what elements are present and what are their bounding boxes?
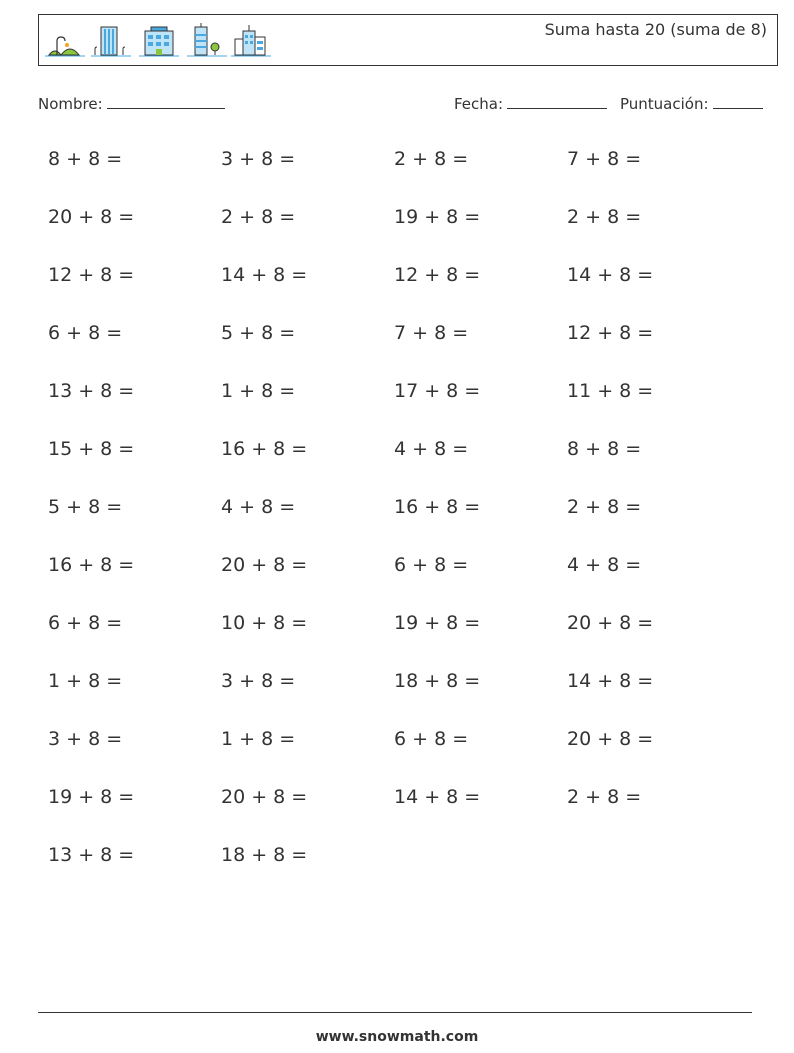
problem-r2-c3: 19 + 8 = [394,206,481,228]
problem-r5-c1: 13 + 8 = [48,380,135,402]
date-blank[interactable] [507,94,607,109]
office-building-icon [139,21,179,61]
problem-r5-c3: 17 + 8 = [394,380,481,402]
problem-r9-c1: 6 + 8 = [48,612,123,634]
header-box [38,14,778,66]
worksheet-title: Suma hasta 20 (suma de 8) [544,20,767,39]
problem-r8-c2: 20 + 8 = [221,554,308,576]
skyscraper-icon [187,21,227,61]
city-buildings-icon [231,21,271,61]
problem-r9-c2: 10 + 8 = [221,612,308,634]
problem-r2-c4: 2 + 8 = [567,206,642,228]
problem-r6-c3: 4 + 8 = [394,438,469,460]
score-field [620,94,763,113]
office-tower-icon [91,21,131,61]
problem-r12-c2: 20 + 8 = [221,786,308,808]
date-label: Fecha: [454,95,504,113]
name-field [38,94,225,113]
footer-url: www.snowmath.com [315,1029,479,1045]
problem-r3-c1: 12 + 8 = [48,264,135,286]
problem-r6-c1: 15 + 8 = [48,438,135,460]
date-field [454,94,607,113]
problem-r1-c1: 8 + 8 = [48,148,123,170]
problem-r10-c3: 18 + 8 = [394,670,481,692]
problem-r1-c4: 7 + 8 = [567,148,642,170]
problem-r2-c1: 20 + 8 = [48,206,135,228]
problem-r1-c3: 2 + 8 = [394,148,469,170]
problem-r9-c4: 20 + 8 = [567,612,654,634]
problem-r5-c4: 11 + 8 = [567,380,654,402]
problem-r4-c3: 7 + 8 = [394,322,469,344]
problem-r1-c2: 3 + 8 = [221,148,296,170]
problem-r11-c4: 20 + 8 = [567,728,654,750]
problem-r13-c2: 18 + 8 = [221,844,308,866]
problem-r13-c1: 13 + 8 = [48,844,135,866]
problem-r8-c1: 16 + 8 = [48,554,135,576]
score-blank[interactable] [713,94,763,109]
problem-r8-c3: 6 + 8 = [394,554,469,576]
problem-r10-c1: 1 + 8 = [48,670,123,692]
problem-r7-c2: 4 + 8 = [221,496,296,518]
name-label: Nombre: [38,95,103,113]
problem-r4-c1: 6 + 8 = [48,322,123,344]
problem-r7-c3: 16 + 8 = [394,496,481,518]
park-icon [45,21,85,61]
problem-r11-c3: 6 + 8 = [394,728,469,750]
name-blank[interactable] [107,94,225,109]
problem-r10-c2: 3 + 8 = [221,670,296,692]
problem-r3-c3: 12 + 8 = [394,264,481,286]
score-label: Puntuación: [620,95,709,113]
problem-r3-c2: 14 + 8 = [221,264,308,286]
problem-r5-c2: 1 + 8 = [221,380,296,402]
problem-r11-c1: 3 + 8 = [48,728,123,750]
problem-r6-c2: 16 + 8 = [221,438,308,460]
problem-r7-c4: 2 + 8 = [567,496,642,518]
problem-r9-c3: 19 + 8 = [394,612,481,634]
problem-r8-c4: 4 + 8 = [567,554,642,576]
problem-r12-c1: 19 + 8 = [48,786,135,808]
problem-r4-c2: 5 + 8 = [221,322,296,344]
problem-r6-c4: 8 + 8 = [567,438,642,460]
problem-r10-c4: 14 + 8 = [567,670,654,692]
problem-r12-c4: 2 + 8 = [567,786,642,808]
problem-r4-c4: 12 + 8 = [567,322,654,344]
problem-r7-c1: 5 + 8 = [48,496,123,518]
problem-r3-c4: 14 + 8 = [567,264,654,286]
problem-r11-c2: 1 + 8 = [221,728,296,750]
footer-divider [38,1012,752,1013]
problem-r2-c2: 2 + 8 = [221,206,296,228]
problem-r12-c3: 14 + 8 = [394,786,481,808]
